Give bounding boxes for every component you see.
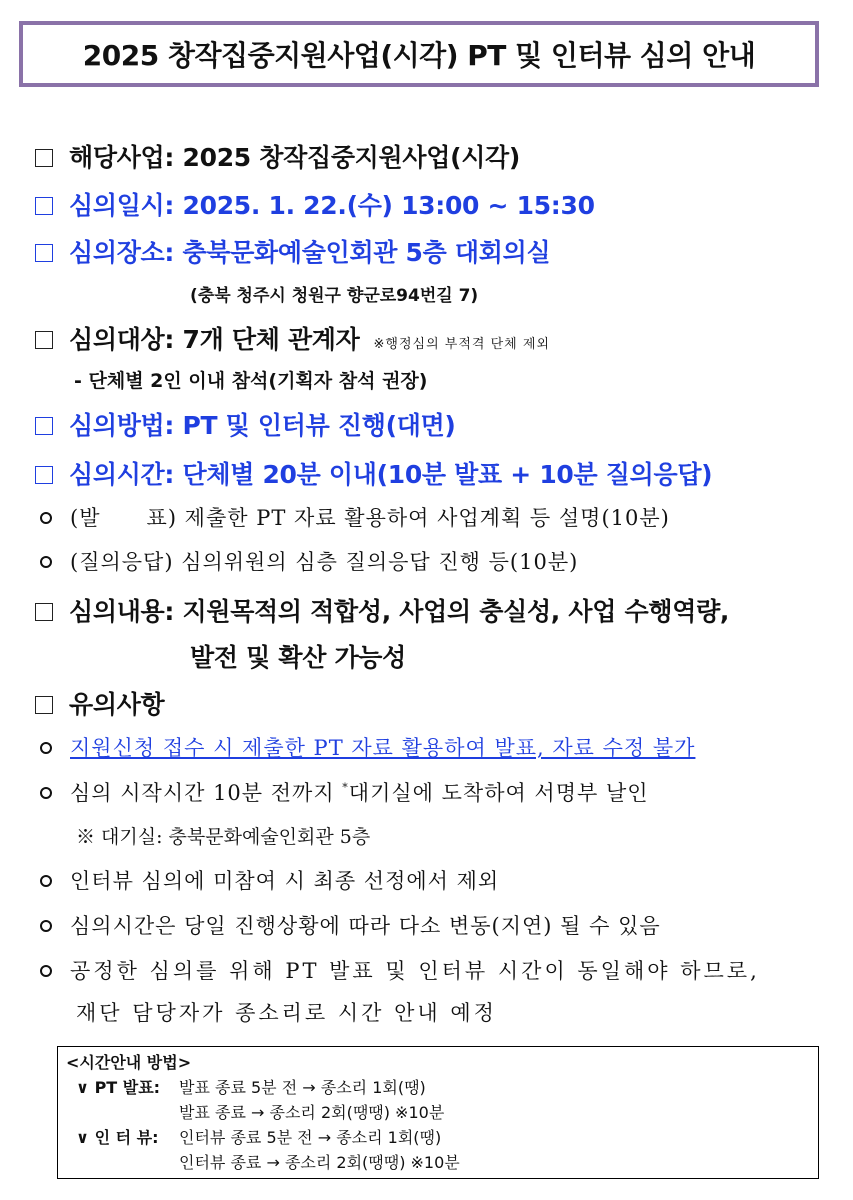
target-note: ※행정심의 부적격 단체 제외 <box>373 337 550 352</box>
item-target: 심의대상: 7개 단체 관계자 ※행정심의 부적격 단체 제외 <box>35 320 550 356</box>
target-sub: - 단체별 2인 이내 참석(기획자 참석 권장) <box>74 370 428 392</box>
duration-bullet-qa: (질의응답) 심의위원의 심층 질의응답 진행 등(10분) <box>40 546 578 576</box>
circle-bullet-icon <box>40 742 52 754</box>
interview-label: ∨ 인 터 뷰: <box>76 1128 159 1147</box>
title-box <box>19 21 819 87</box>
pt-line-1: 발표 종료 5분 전 → 종소리 1회(땡) <box>179 1078 426 1097</box>
note-waiting-room: ※ 대기실: 충북문화예술인회관 5층 <box>76 826 371 848</box>
circle-bullet-icon <box>40 556 52 568</box>
circle-bullet-icon <box>40 512 52 524</box>
checkbox-icon <box>35 331 53 349</box>
checkbox-icon <box>35 244 53 262</box>
note-fairness-line-2: 재단 담당자가 종소리로 시간 안내 예정 <box>76 1001 497 1025</box>
note-delay: 심의시간은 당일 진행상황에 따라 다소 변동(지연) 될 수 있음 <box>40 910 661 940</box>
note-no-revision: 지원신청 접수 시 제출한 PT 자료 활용하여 발표, 자료 수정 불가 <box>40 732 695 762</box>
note-absence: 인터뷰 심의에 미참여 시 최종 선정에서 제외 <box>40 865 499 895</box>
note-fairness: 공정한 심의를 위해 PT 발표 및 인터뷰 시간이 동일해야 하므로, <box>40 955 760 985</box>
note-arrival: 심의 시작시간 10분 전까지 *대기실에 도착하여 서명부 날인 <box>40 777 649 807</box>
item-venue: 심의장소: 충북문화예술인회관 5층 대회의실 <box>35 233 550 269</box>
item-notes-heading: 유의사항 <box>35 685 164 721</box>
circle-bullet-icon <box>40 920 52 932</box>
time-guide-box <box>57 1046 819 1179</box>
item-duration: 심의시간: 단체별 20분 이내(10분 발표 + 10분 질의응답) <box>35 455 712 491</box>
interview-line-1: 인터뷰 종료 5분 전 → 종소리 1회(땡) <box>179 1128 442 1147</box>
page-title: 2025 창작집중지원사업(시각) PT 및 인터뷰 심의 안내 <box>82 39 756 72</box>
venue-address: (충북 청주시 청원구 향군로94번길 7) <box>190 286 479 306</box>
time-guide-heading: <시간안내 방법> <box>66 1053 192 1072</box>
checkbox-icon <box>35 197 53 215</box>
pt-label: ∨ PT 발표: <box>76 1078 161 1097</box>
checkbox-icon <box>35 466 53 484</box>
interview-line-2: 인터뷰 종료 → 종소리 2회(땡땡) ※10분 <box>179 1153 460 1172</box>
pt-line-2: 발표 종료 → 종소리 2회(땡땡) ※10분 <box>179 1103 445 1122</box>
item-content: 심의내용: 지원목적의 적합성, 사업의 충실성, 사업 수행역량, <box>35 592 729 628</box>
content-line-2: 발전 및 확산 가능성 <box>190 643 407 672</box>
item-datetime: 심의일시: 2025. 1. 22.(수) 13:00 ~ 15:30 <box>35 186 595 222</box>
duration-bullet-presentation: (발 표) 제출한 PT 자료 활용하여 사업계획 등 설명(10분) <box>40 502 670 532</box>
item-project: 해당사업: 2025 창작집중지원사업(시각) <box>35 138 520 174</box>
item-method: 심의방법: PT 및 인터뷰 진행(대면) <box>35 406 456 442</box>
checkbox-icon <box>35 417 53 435</box>
circle-bullet-icon <box>40 875 52 887</box>
checkbox-icon <box>35 149 53 167</box>
checkbox-icon <box>35 603 53 621</box>
checkbox-icon <box>35 696 53 714</box>
circle-bullet-icon <box>40 965 52 977</box>
circle-bullet-icon <box>40 787 52 799</box>
